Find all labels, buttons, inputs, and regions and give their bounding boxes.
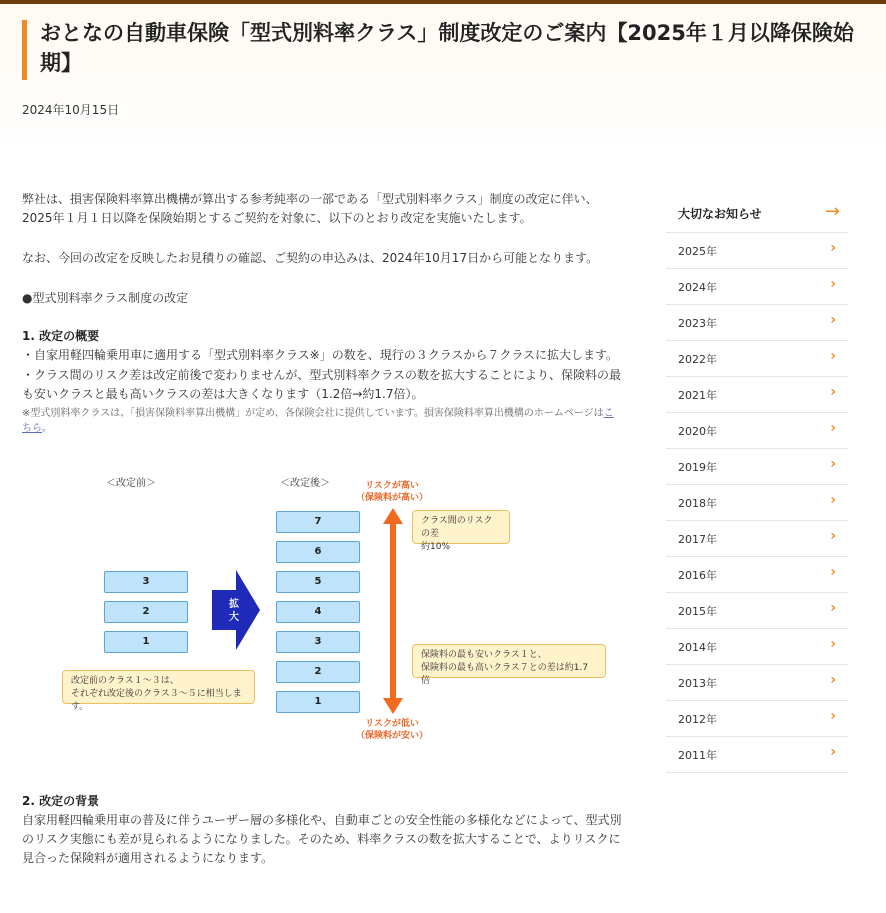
sidebar-item-year[interactable] [666, 449, 848, 485]
risk-low-sub: （保険料が安い） [355, 731, 428, 741]
sidebar-year-label: 2020年 [678, 425, 717, 438]
after-class-box: 4 [276, 601, 360, 623]
sidebar-item-year[interactable] [666, 341, 848, 377]
sidebar-item-year[interactable] [666, 521, 848, 557]
chevron-right-icon: › [830, 492, 836, 508]
arrow-right-icon: → [824, 201, 840, 222]
sidebar-item-year[interactable] [666, 269, 848, 305]
callout-mapping-line1: 改定前のクラス１～３は、 [71, 676, 179, 686]
section-bullet: ●型式別料率クラス制度の改定 [22, 291, 189, 305]
sidebar-header[interactable] [666, 196, 848, 233]
chevron-right-icon: › [830, 564, 836, 580]
chevron-right-icon: › [830, 528, 836, 544]
sidebar-year-label: 2021年 [678, 389, 717, 402]
chevron-right-icon: › [830, 312, 836, 328]
sidebar-item-year[interactable] [666, 737, 848, 773]
chevron-right-icon: › [830, 636, 836, 652]
chevron-right-icon: › [830, 708, 836, 724]
chevron-right-icon: › [830, 348, 836, 364]
section1-item2: ・クラス間のリスク差は改定前後で変わりませんが、型式別料率クラスの数を拡大することにより、保険料の最も安いクラスと最も高いクラスの差は大きくなります（1.2倍→約1.7倍）。 [22, 368, 622, 401]
sidebar-item-year[interactable] [666, 593, 848, 629]
callout-risk-diff-line1: クラス間のリスクの差 [421, 516, 493, 539]
sidebar-item-year[interactable] [666, 233, 848, 269]
sidebar-year-label: 2023年 [678, 317, 717, 330]
chevron-right-icon: › [830, 744, 836, 760]
before-class-box: 1 [104, 631, 188, 653]
section1-note [22, 406, 622, 436]
sidebar-year-label: 2025年 [678, 245, 717, 258]
callout-price-diff [412, 644, 606, 686]
before-class-box: 2 [104, 601, 188, 623]
sidebar-year-label: 2011年 [678, 749, 717, 762]
risk-high-text: リスクが高い [365, 481, 419, 491]
callout-risk-diff-line2: 約10% [421, 542, 451, 552]
sidebar-item-year[interactable] [666, 557, 848, 593]
sidebar-title: 大切なお知らせ [678, 207, 762, 221]
sidebar-item-year[interactable] [666, 701, 848, 737]
chevron-right-icon: › [830, 420, 836, 436]
note-text: ※型式別料率クラスは、「損害保険料率算出機構」が定め、各保険会社に提供しています。損害保険料率算出機構のホームページは [22, 408, 604, 419]
chevron-right-icon: › [830, 600, 836, 616]
before-label: ＜改定前＞ [106, 478, 156, 489]
callout-price-diff-line1: 保険料の最も安いクラス１と、 [421, 650, 547, 660]
callout-risk-diff [412, 510, 510, 552]
sidebar-year-label: 2019年 [678, 461, 717, 474]
sidebar-year-list [666, 233, 848, 773]
sidebar [666, 196, 848, 773]
after-class-box: 3 [276, 631, 360, 653]
sidebar-year-label: 2012年 [678, 713, 717, 726]
chevron-right-icon: › [830, 672, 836, 688]
risk-high-sub: （保険料が高い） [355, 493, 428, 503]
after-class-box: 5 [276, 571, 360, 593]
callout-price-diff-line2: 保険料の最も高いクラス７との差は約1.7倍 [421, 663, 589, 686]
risk-arrow-icon [382, 508, 404, 714]
sidebar-year-label: 2022年 [678, 353, 717, 366]
title-accent-bar [22, 20, 27, 80]
sidebar-item-year[interactable] [666, 485, 848, 521]
risk-high-label [352, 480, 432, 504]
section2-text: 自家用軽四輪乗用車の普及に伴うユーザー層の多様化や、自動車ごとの安全性能の多様化などによって、型式別のリスク実態にも差が見られるようになりました。そのため、料率クラスの数を拡大することで、よりリスクに見合った保険料が適用されるようになります。 [22, 813, 622, 865]
section2-heading: 2. 改定の背景 [22, 794, 100, 808]
section1-item1: ・自家用軽四輪乗用車に適用する「型式別料率クラス※」の数を、現行の３クラスから７クラスに拡大します。 [22, 348, 619, 362]
after-class-box: 7 [276, 511, 360, 533]
risk-low-text: リスクが低い [365, 719, 419, 729]
sidebar-year-label: 2013年 [678, 677, 717, 690]
publish-date: 2024年10月15日 [22, 103, 120, 117]
chevron-right-icon: › [830, 276, 836, 292]
sidebar-year-label: 2014年 [678, 641, 717, 654]
section1-heading: 1. 改定の概要 [22, 329, 100, 343]
sidebar-item-year[interactable] [666, 413, 848, 449]
before-class-box: 3 [104, 571, 188, 593]
intro-paragraph: 弊社は、損害保険料率算出機構が算出する参考純率の一部である「型式別料率クラス」制度の改定に伴い、2025年１月１日以降を保険始期とするご契約を対象に、以下のとおり改定を実施いたします。 [22, 192, 598, 225]
after-class-box: 6 [276, 541, 360, 563]
sidebar-year-label: 2017年 [678, 533, 717, 546]
sidebar-year-label: 2016年 [678, 569, 717, 582]
callout-mapping-line2: それぞれ改定後のクラス３～５に相当します。 [71, 689, 242, 712]
chevron-right-icon: › [830, 240, 836, 256]
sidebar-item-year[interactable] [666, 305, 848, 341]
page-title: おとなの自動車保険「型式別料率クラス」制度改定のご案内【2025年１月以降保険始期】 [40, 21, 854, 75]
after-class-box: 2 [276, 661, 360, 683]
after-label: ＜改定後＞ [280, 478, 330, 489]
callout-mapping [62, 670, 255, 712]
sidebar-item-year[interactable] [666, 377, 848, 413]
note-link[interactable]: こちら [22, 408, 614, 434]
sidebar-year-label: 2015年 [678, 605, 717, 618]
after-class-box: 1 [276, 691, 360, 713]
sidebar-item-year[interactable] [666, 629, 848, 665]
risk-low-label [352, 718, 432, 742]
chevron-right-icon: › [830, 456, 836, 472]
expand-label: 拡 大 [229, 599, 239, 623]
note-end: 。 [42, 423, 52, 434]
chevron-right-icon: › [830, 384, 836, 400]
sidebar-item-year[interactable] [666, 665, 848, 701]
sidebar-year-label: 2018年 [678, 497, 717, 510]
class-diagram [22, 460, 622, 750]
sidebar-year-label: 2024年 [678, 281, 717, 294]
notice-paragraph: なお、今回の改定を反映したお見積りの確認、ご契約の申込みは、2024年10月17日から可能となります。 [22, 251, 599, 265]
